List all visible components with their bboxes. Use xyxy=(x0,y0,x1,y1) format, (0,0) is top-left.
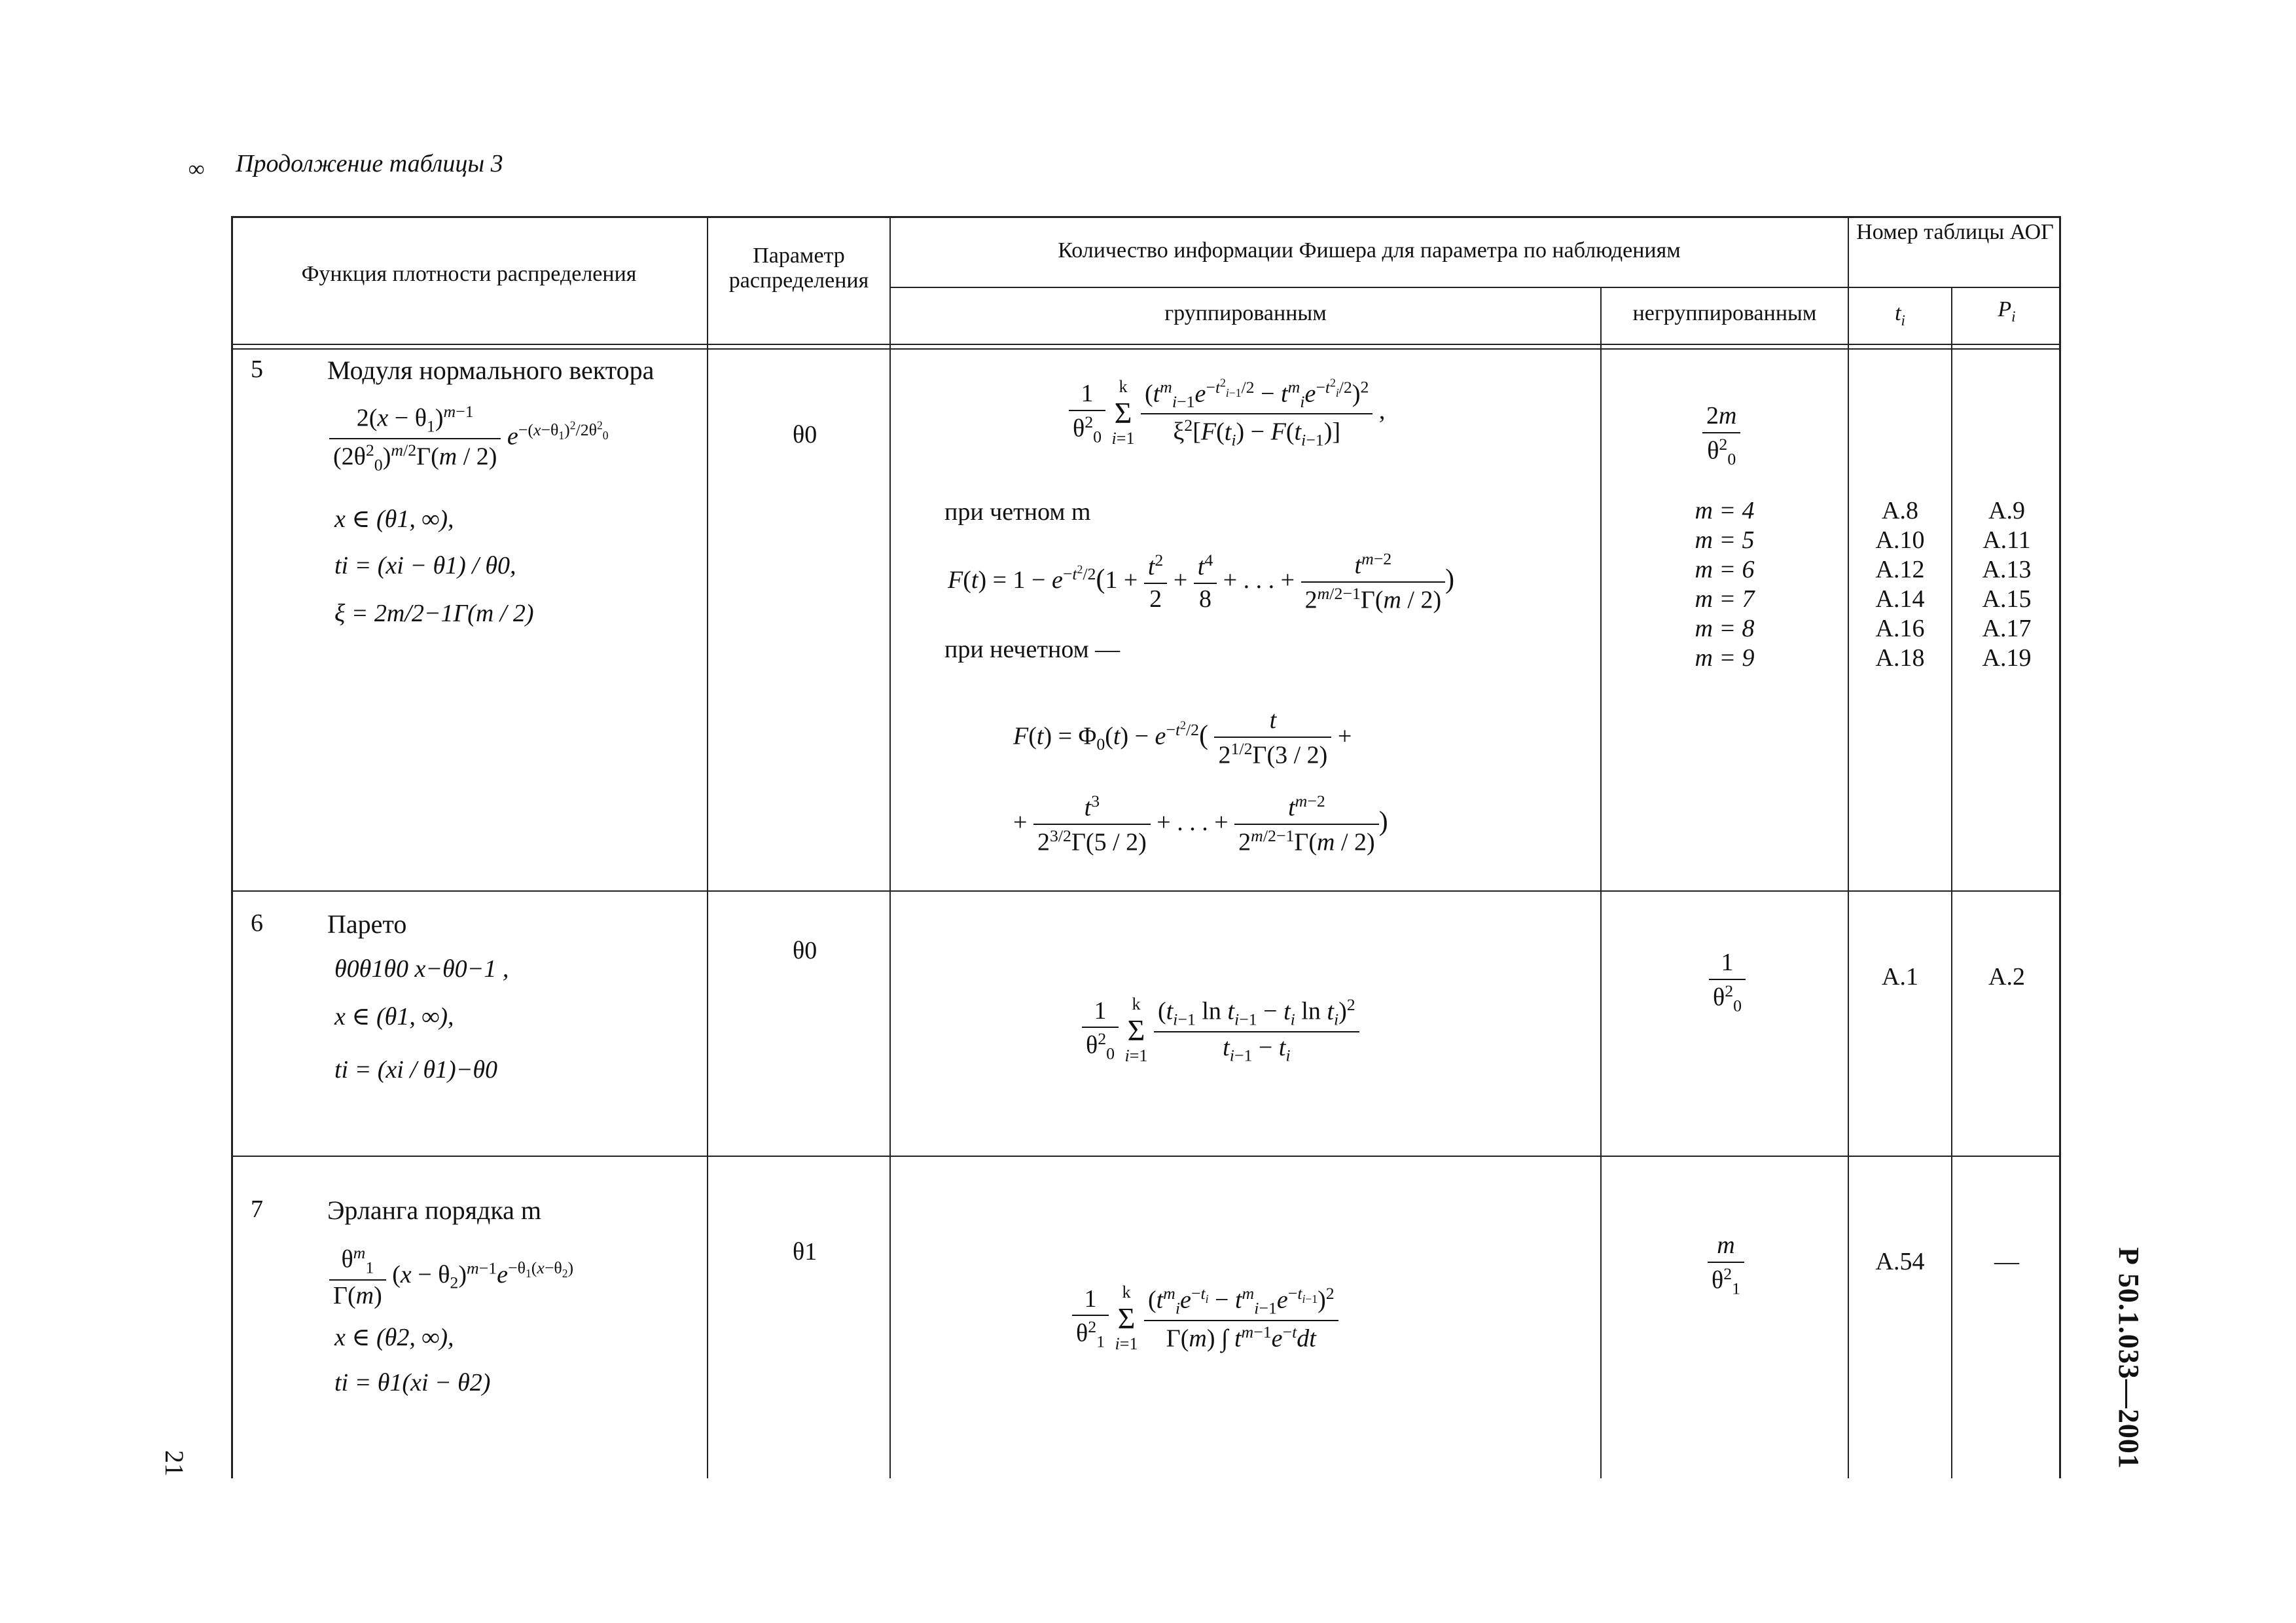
header-density-function: Функция плотности распределения xyxy=(301,262,637,286)
col-divider-2 xyxy=(889,216,891,1478)
header-bottom-border xyxy=(231,344,2061,345)
parameter-value: θ0 xyxy=(793,937,817,964)
header-ungrouped: негруппированным xyxy=(1632,301,1817,325)
ti-table-ref: А.1 xyxy=(1882,963,1918,991)
parameter-value: θ0 xyxy=(793,421,817,448)
f-odd-formula-line1: $F(t) = \Phi_0(t) - e^{-t^2/2}$( $\frac{t}{2^{1/2}\Gamma(3 / 2)}$ + xyxy=(1013,706,1352,769)
page-number: 21 xyxy=(160,1450,189,1476)
page-header-symbol: ∞ xyxy=(188,157,205,181)
density-line: x ∈ (θ1, ∞), xyxy=(334,1003,454,1030)
header-parameter: Параметр распределения xyxy=(728,244,869,293)
header-pi-symbol: P xyxy=(1998,297,2012,321)
row-number: 5 xyxy=(251,356,263,383)
standard-code: Р 50.1.033—2001 xyxy=(2113,1247,2145,1469)
grouped-fisher-formula: $\frac{1}{\theta^2_1}$ k Σ i=1 $(t^m_ie^{-t_i} - t^m_{i-1}e^{-t_{i-1}})^2$ Γ(m) ∫ $t^{m-1}e^{-t}dt$ xyxy=(1072,1283,1338,1354)
m-value: m = 6 xyxy=(1695,556,1755,583)
m-value: m = 9 xyxy=(1695,644,1755,672)
table-right-border xyxy=(2059,216,2061,1478)
m-value: m = 7 xyxy=(1695,585,1755,613)
aog-table-ref: А.12 xyxy=(1875,556,1925,583)
header-ti-sub: i xyxy=(1901,312,1905,329)
header-pi xyxy=(1952,297,2061,329)
m-value: m = 4 xyxy=(1695,497,1755,524)
table-left-border xyxy=(231,216,233,1478)
aog-table-ref: А.19 xyxy=(1982,644,2032,672)
row-divider-1 xyxy=(231,890,2061,892)
row-number: 7 xyxy=(251,1195,263,1223)
aog-table-ref: А.18 xyxy=(1875,644,1925,672)
row-name: Эрланга порядка m xyxy=(327,1195,542,1225)
density-line: x ∈ (θ2, ∞), xyxy=(334,1324,454,1351)
m-value: m = 5 xyxy=(1695,526,1755,554)
grouped-even-label: при четном m xyxy=(944,498,1091,526)
row-name: Модуля нормального вектора xyxy=(327,356,655,385)
density-line: x ∈ (θ1, ∞), xyxy=(334,505,454,533)
header-ti xyxy=(1849,301,1951,333)
pi-table-list xyxy=(1952,496,2061,673)
aog-table-ref: А.17 xyxy=(1982,615,2032,642)
aog-table-ref: А.8 xyxy=(1882,497,1918,524)
aog-table-ref: А.9 xyxy=(1988,497,2025,524)
f-odd-formula-line2: + $\frac{t^3}{2^{3/2}\Gamma(5 / 2)}$ + . . . + $\frac{t^{m-2}}{2^{m/2-1}\Gamma(m / 2)}$ ) xyxy=(1013,792,1388,857)
col-divider-1 xyxy=(707,216,708,1478)
m-value: m = 8 xyxy=(1695,615,1755,642)
fisher-information-table xyxy=(231,216,2061,1478)
row-divider-2 xyxy=(231,1156,2061,1157)
density-formula: $\frac{2(x - \theta_1)^{m-1}}{(2\theta^2_0)^{m/2}\Gamma(m / 2)}$ $e^{-(x-\theta_1)^2/2\theta^2_0}$ xyxy=(329,403,609,474)
density-formula: $\frac{\theta^m_1}{\Gamma(m)}$ $(x - \theta_2)^{m-1}e^{-\theta_1(x-\theta_2)}$ xyxy=(329,1244,573,1309)
col-divider-4 xyxy=(1848,216,1849,1478)
density-line: ξ = 2m/2−1Γ(m / 2) xyxy=(334,600,534,627)
header-ti-symbol: t xyxy=(1895,301,1901,325)
ungrouped-fisher-value: $\frac{m}{\theta^2_1}$ xyxy=(1708,1232,1744,1298)
header-fisher-info: Количество информации Фишера для параметра по наблюдениям xyxy=(1058,238,1681,263)
ungrouped-fisher-value: $\frac{1}{\theta^2_0}$ xyxy=(1709,949,1746,1015)
pi-table-ref: — xyxy=(1994,1248,2019,1275)
col-divider-3 xyxy=(1600,287,1602,1478)
table-top-border xyxy=(231,216,2061,218)
row-number: 6 xyxy=(251,909,263,937)
aog-table-ref: А.10 xyxy=(1875,526,1925,554)
aog-table-ref: А.15 xyxy=(1982,585,2032,613)
header-aog-number: Номер таблицы АОГ xyxy=(1856,220,2054,244)
density-line: ti = (xi − θ1) / θ0, xyxy=(334,552,516,579)
header-bottom-border-double xyxy=(231,348,2061,350)
aog-table-ref: А.16 xyxy=(1875,615,1925,642)
header-grouped: группированным xyxy=(1164,301,1327,325)
subheader-divider xyxy=(889,287,2061,288)
table-continuation-title: Продолжение таблицы 3 xyxy=(236,150,503,177)
row-name: Парето xyxy=(327,909,407,939)
header-pi-sub: i xyxy=(2011,308,2016,325)
aog-table-ref: А.14 xyxy=(1875,585,1925,613)
ti-table-list xyxy=(1849,496,1951,673)
grouped-odd-label: при нечетном — xyxy=(944,636,1121,663)
f-even-formula: $F(t) = 1 - e^{-t^2/2}(1$ + $\frac{t^2}{2}$ + $\frac{t^4}{8}$ + . . . + $\frac{t^{m-2}}{2^{m/2-1}\Gamma(m / 2)}$ ) xyxy=(948,549,1455,615)
ungrouped-fisher-value: $\frac{2m}{\theta^2_0}$ xyxy=(1702,403,1740,468)
density-line: θ0θ1θ0 x−θ0−1 , xyxy=(334,955,509,983)
m-values-list xyxy=(1602,496,1848,673)
col-divider-5 xyxy=(1951,287,1952,1478)
density-line: ti = (xi / θ1)−θ0 xyxy=(334,1056,498,1084)
parameter-value: θ1 xyxy=(793,1238,817,1266)
aog-table-ref: А.11 xyxy=(1982,526,2031,554)
pi-table-ref: А.2 xyxy=(1988,963,2025,991)
density-line: ti = θ1(xi − θ2) xyxy=(334,1369,491,1396)
aog-table-ref: А.13 xyxy=(1982,556,2032,583)
grouped-fisher-formula: $\frac{1}{\theta^2_0}$ k Σ i=1 $\frac{(t_{i-1} \ln t_{i-1} - t_i \ln t_i)^2}{t_{i-1} - t_i}$ xyxy=(1082,995,1359,1066)
ti-table-ref: А.54 xyxy=(1875,1248,1925,1275)
grouped-fisher-formula: $\frac{1}{\theta^2_0}$ k Σ i=1 $(t^m_{i-1}e^{-t^2_{i-1}/2} - t^m_ie^{-t^2_i/2})^2$ $\xi^2[F(t_i) - F(t_{i-1})]$ , xyxy=(1069,376,1385,450)
